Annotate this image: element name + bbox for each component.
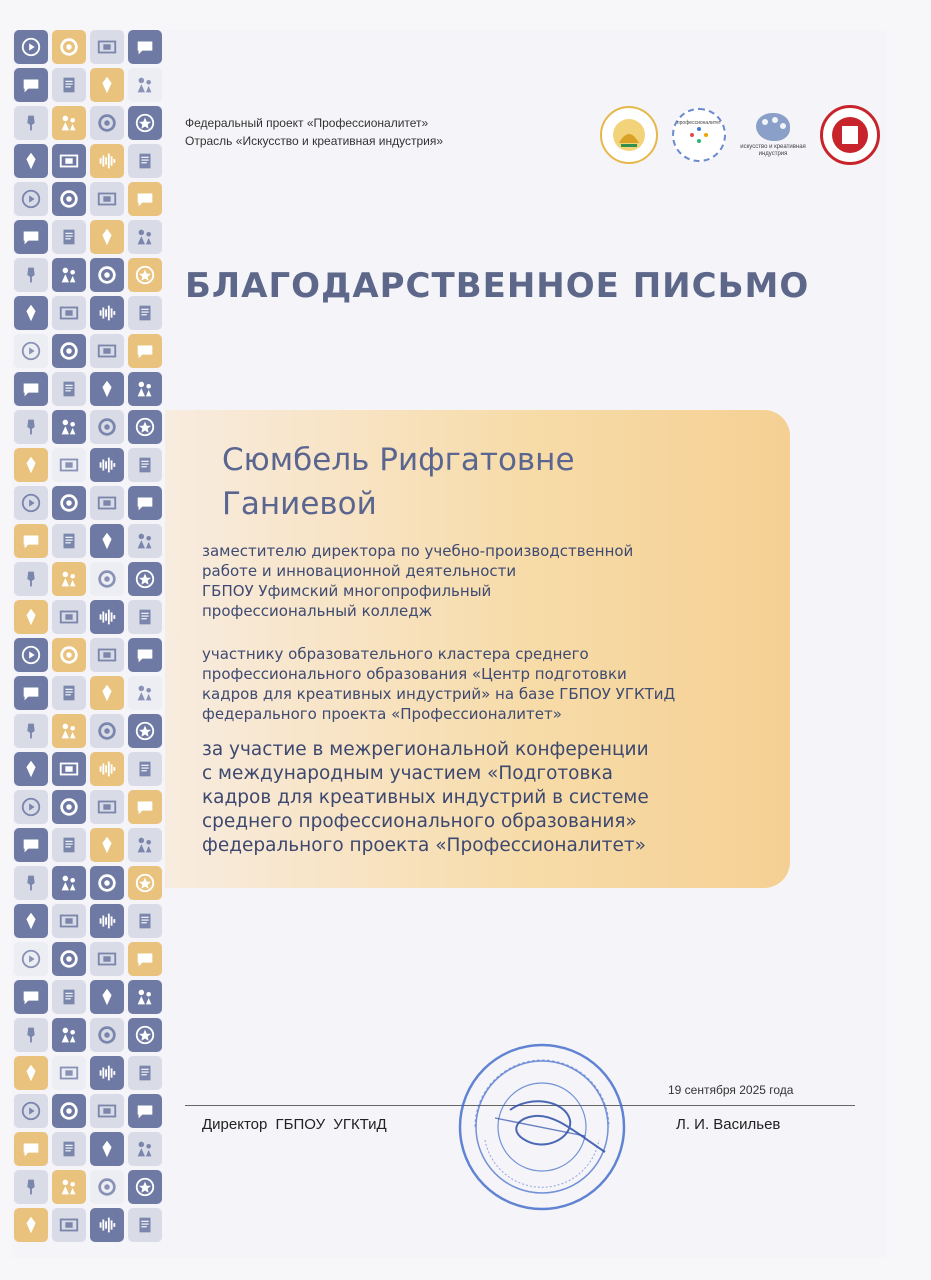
- aperture-icon: [52, 334, 86, 368]
- chat-icon: [14, 980, 48, 1014]
- people-icon: [52, 562, 86, 596]
- college-emblem-icon: [820, 105, 880, 165]
- people-icon: [52, 1018, 86, 1052]
- play-icon: [14, 486, 48, 520]
- audio-wave-icon: [90, 752, 124, 786]
- art-logo-caption: искусство и креативная индустрия: [740, 143, 806, 157]
- people-icon: [128, 68, 162, 102]
- industry-name: Отрасль «Искусство и креативная индустрия»: [185, 134, 444, 148]
- aperture-icon: [52, 638, 86, 672]
- document-icon: [52, 68, 86, 102]
- chat-icon: [14, 220, 48, 254]
- pen-nib-icon: [90, 68, 124, 102]
- aperture-icon: [90, 258, 124, 292]
- pen-nib-icon: [14, 1056, 48, 1090]
- bashkortostan-emblem-icon: [600, 106, 658, 164]
- mannequin-icon: [14, 866, 48, 900]
- people-icon: [52, 410, 86, 444]
- chat-icon: [128, 1094, 162, 1128]
- play-icon: [14, 638, 48, 672]
- recipient-position: [202, 541, 762, 621]
- play-icon: [14, 1094, 48, 1128]
- document-icon: [52, 524, 86, 558]
- recipient-membership: [202, 644, 782, 724]
- star-icon: [128, 106, 162, 140]
- professionalitet-caption: профессионалитет: [676, 120, 722, 126]
- aperture-icon: [52, 182, 86, 216]
- membership-line: участнику образовательного кластера среднего: [202, 645, 589, 663]
- document-icon: [128, 296, 162, 330]
- star-icon: [128, 258, 162, 292]
- film-icon: [90, 30, 124, 64]
- position-line: профессиональный колледж: [202, 602, 433, 620]
- mannequin-icon: [14, 410, 48, 444]
- people-icon: [52, 866, 86, 900]
- pen-nib-icon: [14, 1208, 48, 1242]
- audio-wave-icon: [90, 448, 124, 482]
- aperture-icon: [90, 410, 124, 444]
- document-icon: [52, 372, 86, 406]
- pen-nib-icon: [90, 980, 124, 1014]
- recipient-name-line: Сюмбель Рифгатовне: [222, 442, 575, 478]
- mannequin-icon: [14, 1170, 48, 1204]
- people-icon: [52, 1170, 86, 1204]
- partner-logos: [600, 105, 880, 165]
- chat-icon: [128, 182, 162, 216]
- film-icon: [90, 486, 124, 520]
- film-icon: [90, 790, 124, 824]
- pen-nib-icon: [14, 600, 48, 634]
- position-line: работе и инновационной деятельности: [202, 562, 517, 580]
- mannequin-icon: [14, 106, 48, 140]
- pen-nib-icon: [90, 1132, 124, 1166]
- aperture-icon: [90, 1170, 124, 1204]
- aperture-icon: [52, 1094, 86, 1128]
- document-icon: [52, 828, 86, 862]
- chat-icon: [14, 676, 48, 710]
- film-icon: [90, 942, 124, 976]
- audio-wave-icon: [90, 600, 124, 634]
- membership-line: федерального проекта «Профессионалитет»: [202, 705, 562, 723]
- pen-nib-icon: [14, 144, 48, 178]
- film-icon: [52, 904, 86, 938]
- position-line: заместителю директора по учебно-производственной: [202, 542, 634, 560]
- project-name: Федеральный проект «Профессионалитет»: [185, 116, 429, 130]
- people-icon: [128, 1132, 162, 1166]
- star-icon: [128, 1018, 162, 1052]
- film-icon: [52, 296, 86, 330]
- play-icon: [14, 182, 48, 216]
- professionalitet-logo-icon: [672, 108, 726, 162]
- document-icon: [128, 904, 162, 938]
- signer-name: Л. И. Васильев: [676, 1116, 781, 1133]
- chat-icon: [128, 638, 162, 672]
- film-icon: [52, 448, 86, 482]
- film-icon: [52, 1208, 86, 1242]
- play-icon: [14, 942, 48, 976]
- document-icon: [128, 752, 162, 786]
- star-icon: [128, 714, 162, 748]
- people-icon: [128, 980, 162, 1014]
- chat-icon: [128, 942, 162, 976]
- document-icon: [52, 676, 86, 710]
- director-title: Директор ГБПОУ УГКТиД: [202, 1116, 387, 1133]
- star-icon: [128, 562, 162, 596]
- official-stamp-icon: [455, 1040, 630, 1215]
- document-icon: [128, 448, 162, 482]
- people-icon: [52, 714, 86, 748]
- mannequin-icon: [14, 258, 48, 292]
- aperture-icon: [52, 790, 86, 824]
- aperture-icon: [90, 714, 124, 748]
- aperture-icon: [90, 562, 124, 596]
- pen-nib-icon: [14, 904, 48, 938]
- chat-icon: [14, 524, 48, 558]
- document-icon: [52, 980, 86, 1014]
- pen-nib-icon: [14, 752, 48, 786]
- audio-wave-icon: [90, 144, 124, 178]
- people-icon: [128, 676, 162, 710]
- pen-nib-icon: [90, 676, 124, 710]
- film-icon: [52, 752, 86, 786]
- aperture-icon: [52, 486, 86, 520]
- mannequin-icon: [14, 714, 48, 748]
- chat-icon: [14, 828, 48, 862]
- reason-line: с международным участием «Подготовка: [202, 763, 613, 784]
- palette-icon: [756, 113, 790, 141]
- film-icon: [52, 144, 86, 178]
- document-icon: [128, 144, 162, 178]
- document-icon: [128, 1056, 162, 1090]
- reason-line: за участие в межрегиональной конференции: [202, 739, 649, 760]
- film-icon: [52, 1056, 86, 1090]
- play-icon: [14, 334, 48, 368]
- people-icon: [52, 106, 86, 140]
- membership-line: кадров для креативных индустрий» на базе ГБПОУ УГКТиД: [202, 685, 676, 703]
- document-title: БЛАГОДАРСТВЕННОЕ ПИСЬМО: [185, 266, 810, 306]
- pen-nib-icon: [90, 828, 124, 862]
- audio-wave-icon: [90, 1056, 124, 1090]
- mannequin-icon: [14, 562, 48, 596]
- mannequin-icon: [14, 1018, 48, 1052]
- position-line: ГБПОУ Уфимский многопрофильный: [202, 582, 492, 600]
- pen-nib-icon: [90, 524, 124, 558]
- film-icon: [90, 638, 124, 672]
- film-icon: [90, 334, 124, 368]
- film-icon: [52, 600, 86, 634]
- aperture-icon: [90, 106, 124, 140]
- award-reason: [202, 738, 782, 858]
- pen-nib-icon: [14, 448, 48, 482]
- chat-icon: [14, 372, 48, 406]
- pen-nib-icon: [90, 220, 124, 254]
- decorative-icon-pattern: [12, 30, 166, 1258]
- play-icon: [14, 30, 48, 64]
- people-icon: [128, 372, 162, 406]
- audio-wave-icon: [90, 1208, 124, 1242]
- issue-date: 19 сентября 2025 года: [668, 1083, 794, 1097]
- document-icon: [128, 600, 162, 634]
- pen-nib-icon: [14, 296, 48, 330]
- audio-wave-icon: [90, 904, 124, 938]
- audio-wave-icon: [90, 296, 124, 330]
- recipient-name: [222, 438, 575, 526]
- chat-icon: [14, 1132, 48, 1166]
- pen-nib-icon: [90, 372, 124, 406]
- document-icon: [52, 220, 86, 254]
- people-icon: [128, 220, 162, 254]
- star-icon: [128, 866, 162, 900]
- aperture-icon: [90, 866, 124, 900]
- document-icon: [128, 1208, 162, 1242]
- people-icon: [128, 524, 162, 558]
- play-icon: [14, 790, 48, 824]
- aperture-icon: [52, 942, 86, 976]
- star-icon: [128, 1170, 162, 1204]
- people-icon: [128, 828, 162, 862]
- recipient-name-line: Ганиевой: [222, 486, 377, 522]
- chat-icon: [128, 30, 162, 64]
- chat-icon: [14, 68, 48, 102]
- people-icon: [52, 258, 86, 292]
- membership-line: профессионального образования «Центр подготовки: [202, 665, 627, 683]
- reason-line: среднего профессионального образования»: [202, 811, 637, 832]
- project-header: [185, 114, 443, 150]
- reason-line: федерального проекта «Профессионалитет»: [202, 835, 646, 856]
- chat-icon: [128, 790, 162, 824]
- art-industry-logo: [740, 108, 806, 162]
- film-icon: [90, 182, 124, 216]
- star-icon: [128, 410, 162, 444]
- chat-icon: [128, 486, 162, 520]
- film-icon: [90, 1094, 124, 1128]
- reason-line: кадров для креативных индустрий в системе: [202, 787, 649, 808]
- aperture-icon: [52, 30, 86, 64]
- aperture-icon: [90, 1018, 124, 1052]
- chat-icon: [128, 334, 162, 368]
- document-icon: [52, 1132, 86, 1166]
